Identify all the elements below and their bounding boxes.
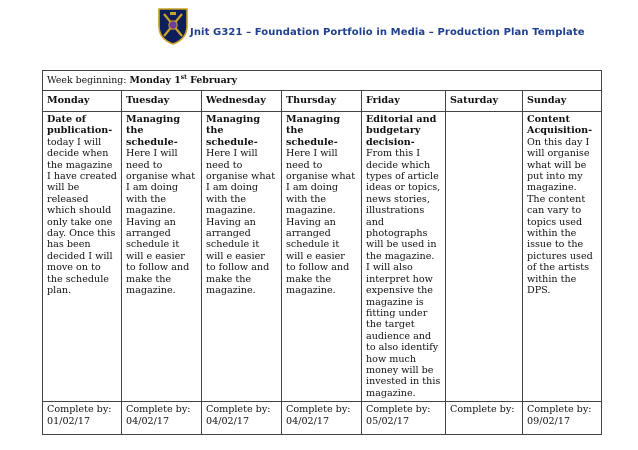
complete-cell <box>43 402 122 435</box>
complete-label: Complete by: <box>206 404 271 416</box>
complete-date: 04/02/17 <box>126 415 170 427</box>
week-value-suffix: st <box>180 73 187 81</box>
task-title: Managing the schedule- <box>126 114 181 148</box>
complete-label: Complete by: <box>126 404 191 416</box>
complete-cell <box>202 402 282 435</box>
complete-cell <box>362 402 446 435</box>
complete-label: Complete by: <box>527 404 592 416</box>
task-row <box>43 112 602 402</box>
task-body: From this I decide which types of article ideas or topics, news stories, illustrations and photographs will be used in the magazine. I will also interpret how expensive the magazine is fitting under the target audience and to also identify how much money will be invested in this magazine. <box>366 148 441 399</box>
week-row <box>43 71 602 91</box>
week-month: February <box>190 74 238 86</box>
task-cell-sunday <box>523 112 602 402</box>
task-cell-monday <box>43 112 122 402</box>
week-value: Monday 1 <box>129 74 181 86</box>
complete-label: Complete by: <box>286 404 351 416</box>
task-body: Here I will need to organise what I am doing with the magazine. Having an arranged schedule it will e easier to follow and make the magazine. <box>286 148 356 297</box>
document-title: Jnit G321 – Foundation Portfolio in Media – Production Plan Template <box>190 27 585 38</box>
complete-date: 09/02/17 <box>527 415 571 427</box>
task-title: Managing the schedule- <box>286 114 341 148</box>
complete-label: Complete by: <box>366 404 431 416</box>
complete-cell <box>523 402 602 435</box>
task-title: Content Acquisition- <box>527 114 593 137</box>
task-title: Editorial and budgetary decision- <box>366 114 437 148</box>
complete-by-row <box>43 402 602 435</box>
complete-cell <box>122 402 202 435</box>
complete-cell <box>282 402 362 435</box>
complete-label: Complete by: <box>47 404 112 416</box>
week-beginning-cell <box>43 71 602 91</box>
day-header: Tuesday <box>122 91 202 112</box>
day-header: Friday <box>362 91 446 112</box>
complete-date: 04/02/17 <box>206 415 250 427</box>
day-header-row <box>43 91 602 112</box>
complete-date: 04/02/17 <box>286 415 330 427</box>
week-label: Week beginning: <box>47 74 127 86</box>
day-header: Monday <box>43 91 122 112</box>
day-header: Thursday <box>282 91 362 112</box>
task-body: Here I will need to organise what I am doing with the magazine. Having an arranged schedule it will e easier to follow and make the magazine. <box>126 148 196 297</box>
task-cell-thursday <box>282 112 362 402</box>
task-cell-wednesday <box>202 112 282 402</box>
day-header: Sunday <box>523 91 602 112</box>
task-body: On this day I will organise what will be put into my magazine. The content can vary to topics used within the issue to the pictures used of the artists within the DPS. <box>527 136 593 297</box>
task-title: Managing the schedule- <box>206 114 261 148</box>
complete-date: 05/02/17 <box>366 415 410 427</box>
task-body: today I will decide when the magazine I have created will be released which should only take one day. Once this has been decided I will move on to the schedule plan. <box>47 136 117 297</box>
task-title: Date of publication- <box>47 114 113 137</box>
production-plan-table <box>42 70 602 435</box>
complete-cell <box>446 402 523 435</box>
task-body: Here I will need to organise what I am doing with the magazine. Having an arranged schedule it will e easier to follow and make the magazine. <box>206 148 276 297</box>
day-header: Wednesday <box>202 91 282 112</box>
task-cell-friday <box>362 112 446 402</box>
complete-label: Complete by: <box>450 404 515 416</box>
task-cell-tuesday <box>122 112 202 402</box>
complete-date: 01/02/17 <box>47 415 91 427</box>
task-cell-saturday <box>446 112 523 402</box>
school-crest-icon <box>156 6 190 46</box>
day-header: Saturday <box>446 91 523 112</box>
